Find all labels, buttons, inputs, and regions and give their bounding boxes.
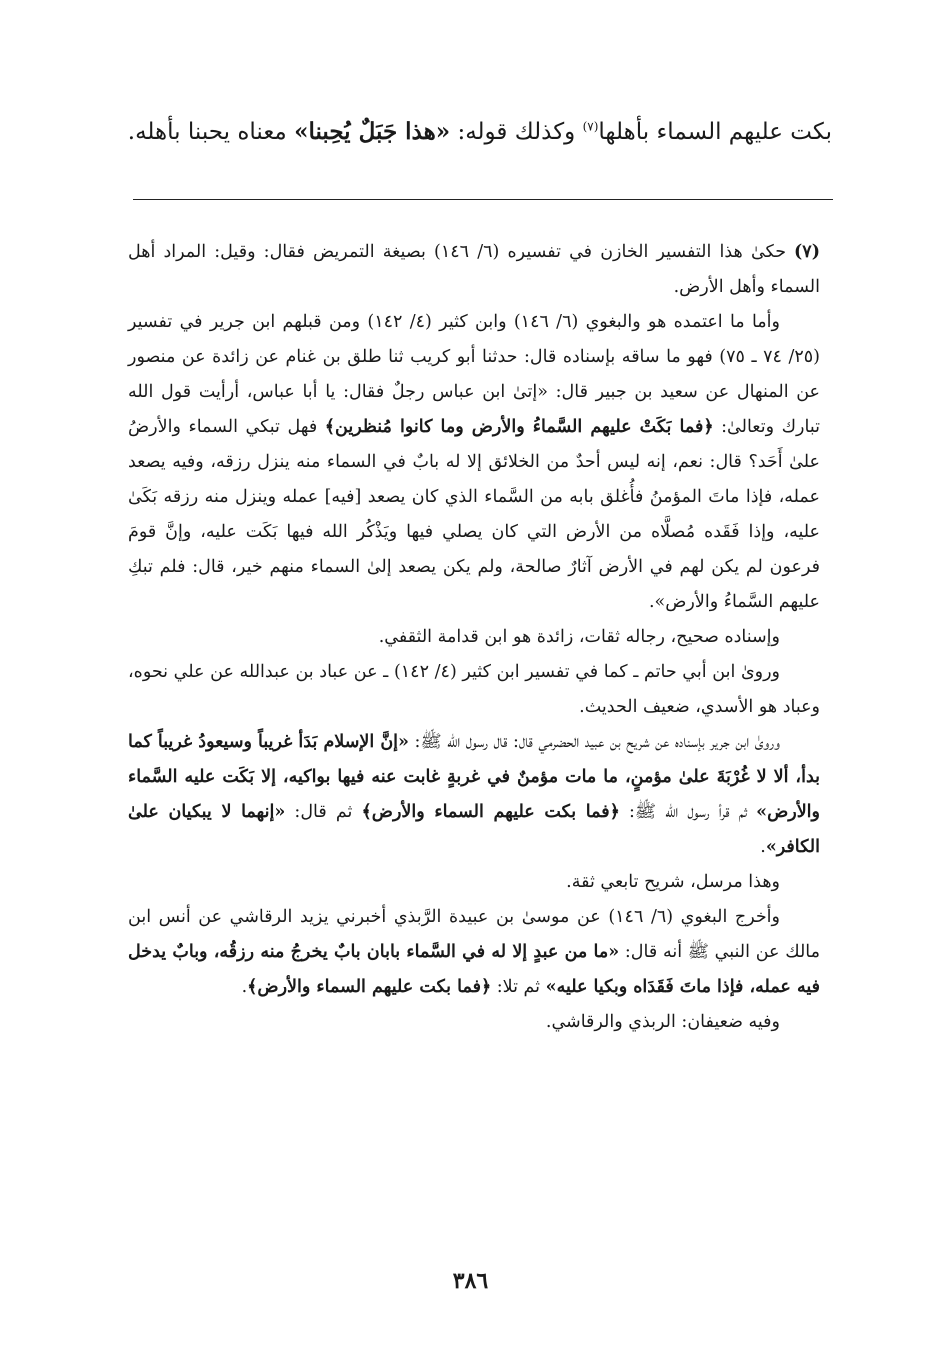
footnote-paragraph-6: وهذا مرسل، شريح تابعي ثقة. xyxy=(566,872,780,892)
footnote-p5-text-b: ثم قرأ رسول الله ﷺ: xyxy=(619,802,757,822)
footnote-p5-text-a: وروىٰ ابن جرير بإسناده عن شريح بن عبيد الحضرمي قال: قال رسول الله ﷺ: xyxy=(408,732,780,752)
footnote-paragraph-8: وفيه ضعيفان: الربذي والرقاشي. xyxy=(545,1012,780,1032)
main-text-quote: «هذا جَبَلٌ يُحِبنا» xyxy=(294,118,451,145)
footnote-p5-ayah: ﴿فما بكت عليهم السماء والأرض﴾ xyxy=(361,802,620,822)
footnote-p5-hadith: «إنَّ الإسلام بَدَأ غريباً وسيعودُ غريباً كما بدأ، ألا لا غُرْبَةَ علىٰ مؤمنٍ، ما مات مؤمنٌ في غربةٍ غابت عنه فيها بواكيه، إلا بَكَت عليه السَّماء والأرض» xyxy=(128,732,820,822)
page-number: ٣٨٦ xyxy=(452,1268,489,1294)
footnote-p7-hadith: «ما من عبدٍ إلا له في السَّماء بابان بابٌ يخرجُ منه رزقُه، وبابٌ يدخل فيه عمله، فإذا ماتَ فَقَدَاه وبكيا عليه» xyxy=(128,942,820,997)
footnote-paragraph-5 xyxy=(128,725,820,865)
footnote-p2-text-a: وأما ما اعتمده هو والبغوي (٦/ ١٤٦) وابن كثير (٤/ ١٤٢) ومن قبلهم ابن جرير في تفسير (٢٥/ ٧٤ ـ ٧٥) فهو ما ساقه بإسناده قال: حدثنا أبو كريب ثنا طلق بن غنام عن زائدة عن منصور عن المنهال عن سعيد بن جبير قال: «إتىٰ ابن عباس رجلٌ فقال: يا أبا عباس، أرأيت قول الله تبارك وتعالىٰ: xyxy=(128,312,820,437)
footnote-paragraph-3: وإسناده صحيح، رجاله ثقات، زائدة هو ابن قدامة الثقفي. xyxy=(378,627,780,647)
footnote-p1-text: حكىٰ هذا التفسير الخازن في تفسيره (٦/ ١٤٦) بصيغة التمريض فقال: وقيل: المراد أهل السماء وأهل الأرض. xyxy=(128,242,820,297)
footnote-p7-end: . xyxy=(241,977,248,997)
footnote-p2-ayah: ﴿فما بَكَتْ عليهم السَّماءُ والأرض وما كانوا مُنظرين﴾ xyxy=(324,417,714,437)
footnote-p7-text-b: ثم تلا: xyxy=(491,977,546,997)
main-text-part2: وكذلك قوله: xyxy=(450,119,583,145)
main-text-line xyxy=(120,112,832,152)
footnote-p5-quote: «إنهما لا يبكيان علىٰ الكافر» xyxy=(128,802,820,857)
footnote-p7-ayah: ﴿فما بكت عليهم السماء والأرض﴾ xyxy=(247,977,492,997)
footnote-reference[interactable]: (٧) xyxy=(582,119,599,134)
footnote-p7-text-a: وأخرج البغوي (٦/ ١٤٦) عن موسىٰ بن عبيدة الرَّبذي أخبرني يزيد الرقاشي عن أنس ابن مالك عن النبي ﷺ أنه قال: xyxy=(128,907,820,962)
main-text-part1: بكت عليهم السماء بأهلها xyxy=(598,119,832,145)
main-text-part3: معناه يحبنا بأهله. xyxy=(127,119,295,145)
footnote-section xyxy=(128,235,820,1040)
footnote-p5-end: . xyxy=(760,837,766,857)
footnote-paragraph-1 xyxy=(128,235,820,305)
footnote-paragraph-2 xyxy=(128,305,820,620)
footnote-paragraph-7 xyxy=(128,900,820,1005)
footnote-p2-text-b: فهل تبكي السماء والأرضُ علىٰ أَحَد؟ قال: نعم، إنه ليس أحدٌ من الخلائق إلا له بابٌ في السماء منه ينزل رزقه، وفيه يصعد عمله، فإذا ماتَ المؤمنُ فأُغلق بابه من السَّماء الذي كان يصعد [فيه] عمله وينزل منه رزقه بَكَىٰ عليه، وإذا فَقَده مُصلَّاه من الأرض التي كان يصلي فيها ويَذْكُر الله فيها بَكَت عليه، وإنَّ قومَ فرعون لم يكن لهم في الأرض آثارٌ صالحة، ولم يكن يصعد إلىٰ السماء منهم خير، قال: فلم تبكِ عليهم السَّماءُ والأرض». xyxy=(128,417,820,612)
footnote-p5-text-c: ثم قال: xyxy=(285,802,362,822)
footnote-divider xyxy=(133,199,833,200)
footnote-number: (٧) xyxy=(794,242,820,262)
footnote-paragraph-4: وروىٰ ابن أبي حاتم ـ كما في تفسير ابن كثير (٤/ ١٤٢) ـ عن عباد بن عبدالله عن علي نحوه، وعباد هو الأسدي، ضعيف الحديث. xyxy=(128,662,820,717)
